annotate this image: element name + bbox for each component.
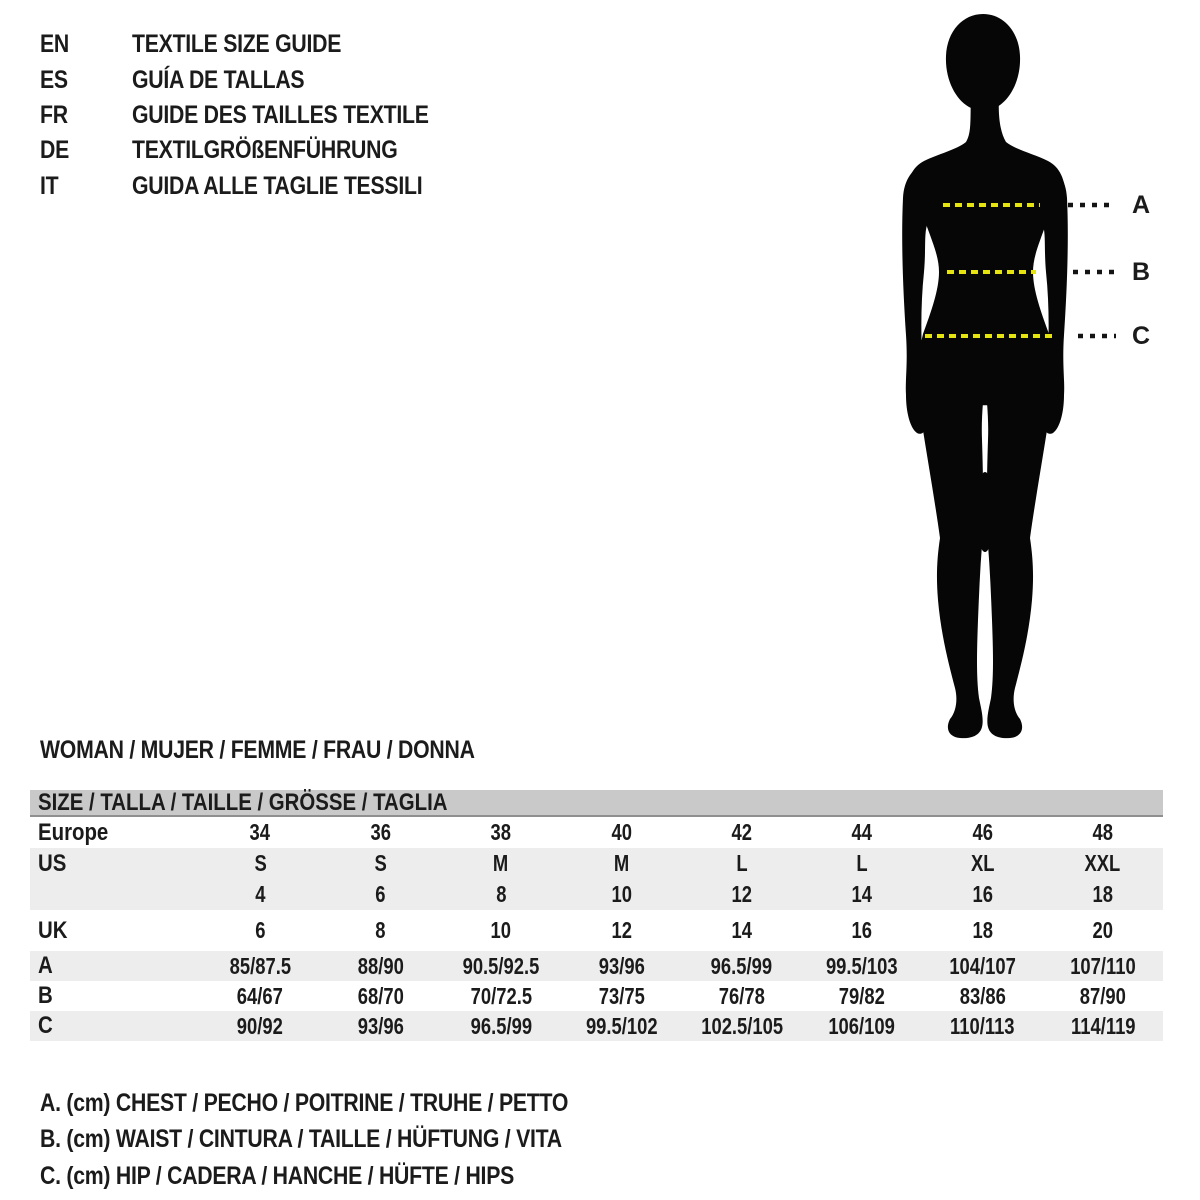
table-cell <box>802 881 922 908</box>
cell-text: 99.5/103 <box>826 952 898 979</box>
cell-text: 96.5/99 <box>710 952 773 979</box>
table-cell <box>802 1013 922 1040</box>
language-row-it <box>40 169 481 204</box>
table-cell <box>441 983 561 1010</box>
cell-text: 42 <box>731 819 752 845</box>
cell-text: 90.5/92.5 <box>462 952 540 979</box>
table-cell <box>320 881 440 908</box>
language-title: TEXTILE SIZE GUIDE <box>132 30 342 59</box>
cell-text: 46 <box>972 819 993 845</box>
cell-text: XXL <box>1084 850 1121 876</box>
table-cell <box>200 850 320 877</box>
legend-line-c <box>40 1158 661 1195</box>
cell-text: S <box>254 850 267 876</box>
language-row-en <box>40 27 481 62</box>
table-cell <box>682 1013 802 1040</box>
cell-text: 14 <box>851 881 873 907</box>
cell-text: 99.5/102 <box>585 1012 658 1039</box>
measure-label-c: C <box>1131 322 1151 350</box>
language-row-fr <box>40 98 481 133</box>
cell-text: 20 <box>1092 917 1114 943</box>
table-cell <box>200 953 320 980</box>
table-cell <box>561 850 681 877</box>
cell-text: 87/90 <box>1079 982 1126 1009</box>
measure-label-b: B <box>1131 258 1151 286</box>
woman-left-leg <box>916 338 985 738</box>
cell-text: 48 <box>1092 819 1114 845</box>
cell-text: 38 <box>490 819 512 845</box>
row-label <box>30 881 200 909</box>
cell-text: 96.5/99 <box>470 1012 532 1039</box>
table-cell <box>922 1013 1042 1040</box>
cell-text: XL <box>970 850 995 876</box>
legend-text: B. (cm) WAIST / CINTURA / TAILLE / HÜFTUNG / VITA <box>40 1125 562 1154</box>
cell-text: 83/86 <box>959 982 1006 1009</box>
cell-text: 93/96 <box>598 952 645 979</box>
row-label-text: US <box>38 849 67 877</box>
language-code: FR <box>40 100 68 129</box>
cell-text: 18 <box>972 917 993 943</box>
table-cell <box>922 881 1042 908</box>
cell-text: 8 <box>495 881 507 907</box>
table-cell <box>320 917 440 944</box>
cell-text: 104/107 <box>949 952 1016 979</box>
table-row-c <box>30 1011 1163 1041</box>
measure-label-a: A <box>1131 191 1151 219</box>
table-cell <box>922 917 1042 944</box>
table-cell <box>441 917 561 944</box>
table-cell <box>320 983 440 1010</box>
table-cell <box>1043 819 1163 846</box>
table-cell <box>200 983 320 1010</box>
table-cell <box>561 881 681 908</box>
cell-text: 79/82 <box>839 982 886 1009</box>
language-code: EN <box>40 30 70 59</box>
table-cell <box>561 953 681 980</box>
cell-text: 76/78 <box>718 982 765 1009</box>
cell-text: 85/87.5 <box>229 952 291 979</box>
legend-line-a <box>40 1085 661 1122</box>
table-cell <box>561 1013 681 1040</box>
cell-text: 68/70 <box>357 982 404 1009</box>
language-code: ES <box>40 65 68 94</box>
table-cell <box>682 953 802 980</box>
table-cell <box>1043 850 1163 877</box>
table-cell <box>1043 917 1163 944</box>
table-cell <box>922 983 1042 1010</box>
table-cell <box>802 983 922 1010</box>
table-cell <box>1043 881 1163 908</box>
table-cell <box>320 953 440 980</box>
cell-text: 110/113 <box>950 1012 1015 1039</box>
woman-figure <box>880 0 1200 760</box>
cell-text: M <box>613 850 629 876</box>
table-row-a <box>30 951 1163 981</box>
size-table-header <box>30 790 1163 817</box>
row-label <box>30 982 200 1010</box>
table-cell <box>682 850 802 877</box>
table-row-us-number <box>30 879 1163 910</box>
row-label-text: C <box>38 1012 53 1039</box>
language-title: GUIDA ALLE TAGLIE TESSILI <box>132 171 423 200</box>
table-row-b <box>30 981 1163 1011</box>
language-row-es <box>40 62 481 97</box>
row-label <box>30 917 200 945</box>
table-cell <box>441 881 561 908</box>
cell-text: 102.5/105 <box>700 1012 783 1039</box>
table-cell <box>802 917 922 944</box>
cell-text: 36 <box>370 819 391 845</box>
woman-right-leg <box>985 338 1054 738</box>
table-cell <box>682 881 802 908</box>
cell-text: L <box>736 850 748 876</box>
table-row-europe <box>30 817 1163 848</box>
cell-text: 40 <box>611 819 632 845</box>
legend-line-b <box>40 1122 661 1159</box>
woman-knees <box>976 472 994 552</box>
language-title: GUÍA DE TALLAS <box>132 65 305 94</box>
cell-text: 6 <box>255 917 266 943</box>
table-cell <box>320 819 440 846</box>
table-row-uk <box>30 910 1163 951</box>
measure-legend <box>40 1085 661 1195</box>
cell-text: 10 <box>490 917 512 943</box>
cell-text: 16 <box>972 881 993 907</box>
cell-text: 44 <box>851 819 873 845</box>
row-label <box>30 952 200 980</box>
table-cell <box>922 953 1042 980</box>
cell-text: 73/75 <box>598 982 645 1009</box>
cell-text: 12 <box>731 881 752 907</box>
table-row-us <box>30 848 1163 879</box>
table-cell <box>682 819 802 846</box>
row-label <box>30 819 200 847</box>
cell-text: 88/90 <box>357 952 404 979</box>
table-cell <box>441 1013 561 1040</box>
language-title: GUIDE DES TAILLES TEXTILE <box>132 100 429 129</box>
cell-text: L <box>856 850 868 876</box>
table-cell <box>1043 1013 1163 1040</box>
table-cell <box>1043 953 1163 980</box>
language-list <box>40 27 481 204</box>
cell-text: 93/96 <box>357 1012 404 1039</box>
woman-silhouette <box>902 14 1068 738</box>
table-cell <box>922 850 1042 877</box>
cell-text: 6 <box>375 881 386 907</box>
table-cell <box>561 917 681 944</box>
table-cell <box>922 819 1042 846</box>
cell-text: 114/119 <box>1070 1012 1136 1039</box>
size-table <box>30 790 1163 1041</box>
table-cell <box>1043 983 1163 1010</box>
cell-text: 8 <box>375 917 386 943</box>
cell-text: M <box>493 850 509 876</box>
woman-head <box>946 14 1020 110</box>
language-code: DE <box>40 136 70 165</box>
table-cell <box>802 953 922 980</box>
row-label-text: A <box>38 952 53 979</box>
language-title: TEXTILGRÖßENFÜHRUNG <box>132 136 398 165</box>
table-cell <box>802 850 922 877</box>
legend-text: A. (cm) CHEST / PECHO / POITRINE / TRUHE / PETTO <box>40 1088 569 1117</box>
language-row-de <box>40 133 481 168</box>
row-label <box>30 850 200 878</box>
cell-text: S <box>374 850 387 876</box>
cell-text: 90/92 <box>237 1012 284 1039</box>
cell-text: 16 <box>851 917 873 943</box>
table-cell <box>320 850 440 877</box>
cell-text: 4 <box>255 881 266 907</box>
table-cell <box>441 850 561 877</box>
table-cell <box>682 917 802 944</box>
cell-text: 64/67 <box>237 982 284 1009</box>
row-label-text: Europe <box>38 818 109 846</box>
table-cell <box>682 983 802 1010</box>
cell-text: 107/110 <box>1070 952 1136 979</box>
cell-text: 18 <box>1092 881 1114 907</box>
table-cell <box>441 819 561 846</box>
table-cell <box>200 819 320 846</box>
cell-text: 34 <box>249 819 271 845</box>
row-label <box>30 1012 200 1040</box>
legend-text: C. (cm) HIP / CADERA / HANCHE / HÜFTE / HIPS <box>40 1161 515 1190</box>
table-cell <box>200 917 320 944</box>
size-table-header-text: SIZE / TALLA / TAILLE / GRÖSSE / TAGLIA <box>38 788 448 816</box>
row-label-text: UK <box>38 916 68 944</box>
table-cell <box>200 1013 320 1040</box>
cell-text: 12 <box>611 917 632 943</box>
cell-text: 70/72.5 <box>470 982 532 1009</box>
section-title-text: WOMAN / MUJER / FEMME / FRAU / DONNA <box>40 735 475 764</box>
language-code: IT <box>40 171 59 200</box>
row-label-text: B <box>38 982 53 1009</box>
size-table-rows <box>30 817 1163 1041</box>
section-title <box>40 735 551 765</box>
cell-text: 14 <box>731 917 752 943</box>
table-cell <box>561 983 681 1010</box>
cell-text: 10 <box>611 881 632 907</box>
table-cell <box>200 881 320 908</box>
table-cell <box>320 1013 440 1040</box>
measure-dotted-leaders <box>1068 205 1116 336</box>
table-cell <box>561 819 681 846</box>
table-cell <box>441 953 561 980</box>
table-cell <box>802 819 922 846</box>
cell-text: 106/109 <box>828 1012 896 1039</box>
